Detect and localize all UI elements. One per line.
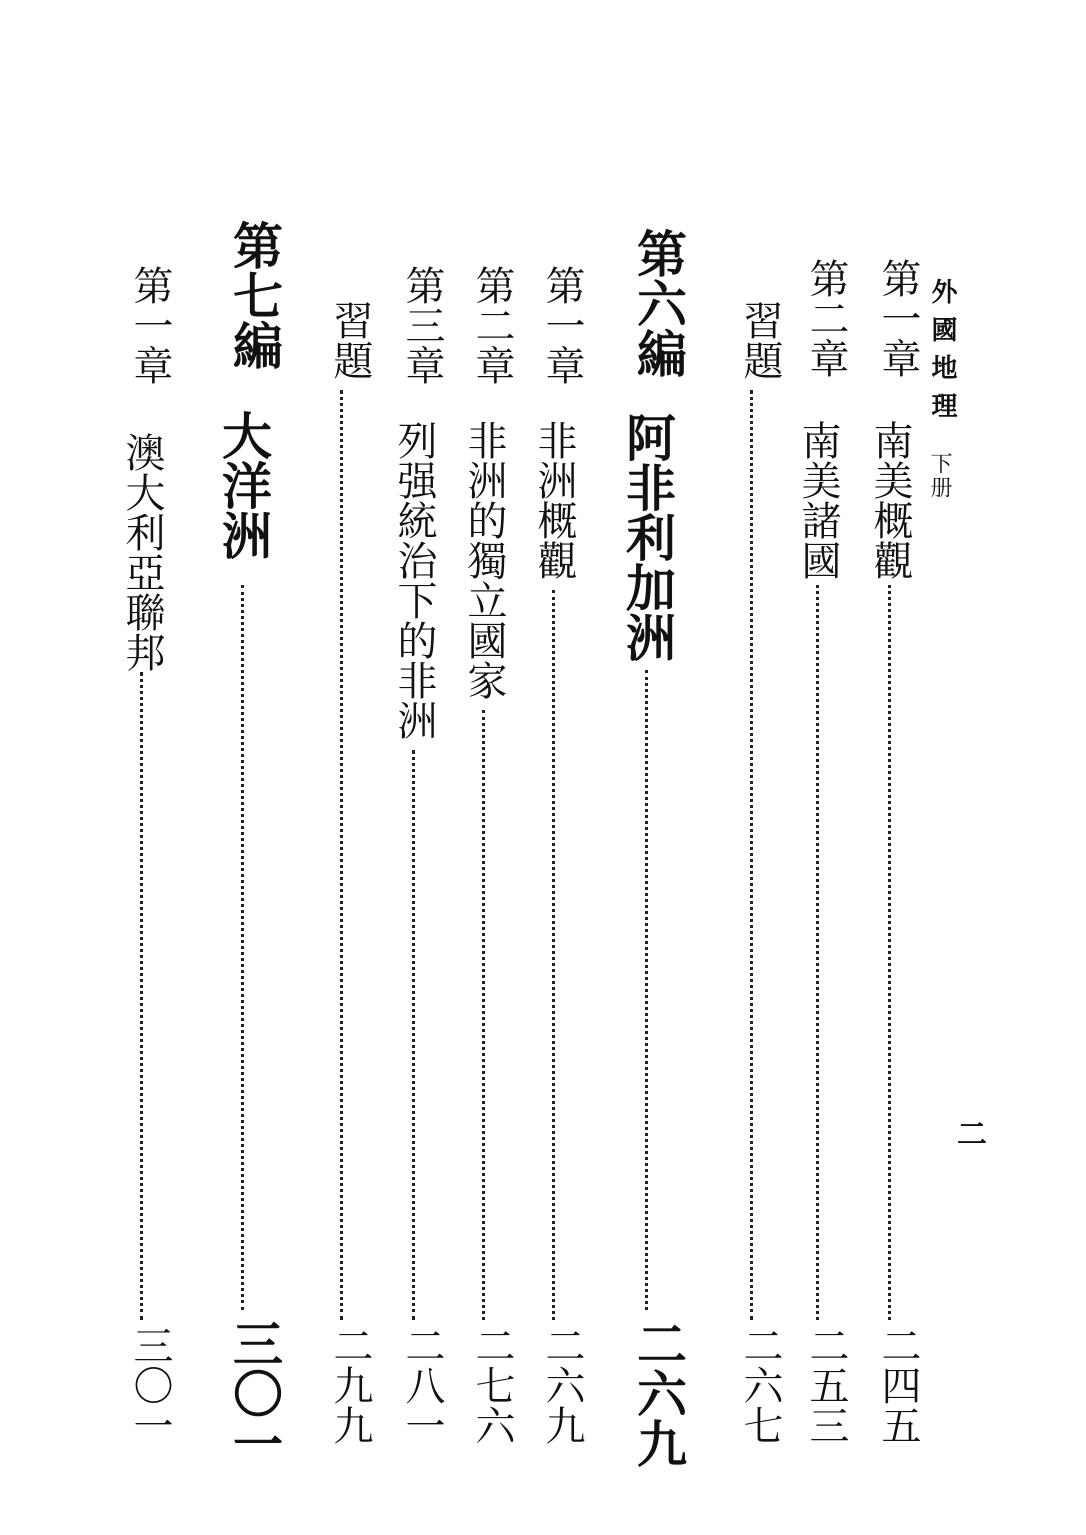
volume-label: 下册 [927,452,952,500]
toc-entry[interactable] [794,0,849,1535]
toc-entry[interactable] [460,0,515,1535]
book-title: 外國地理 [927,278,957,430]
toc-entry[interactable] [618,0,688,1535]
dot-leader [750,390,753,1320]
dot-leader [140,672,143,1320]
entry-label: 第三章 [399,265,445,385]
entry-page-number: 二五三 [803,1325,849,1445]
running-header [924,278,964,578]
toc-entry[interactable] [318,0,373,1535]
entry-label: 第一章 [539,265,585,385]
entry-label: 第一章 [875,258,921,378]
entry-title: 非洲的獨立國家 [461,420,507,700]
entry-page-number: 二七六 [469,1325,515,1445]
entry-page-number: 三〇一 [127,1325,173,1445]
entry-title: 南美概觀 [867,420,913,580]
entry-page-number: 二九九 [327,1325,373,1445]
dot-leader [482,710,485,1320]
entry-title: 列强統治下的非洲 [391,420,437,740]
entry-title: 阿非利加洲 [618,412,677,662]
dot-leader [645,670,648,1310]
entry-page-number: 二六七 [737,1325,783,1445]
entry-page-number: 二八一 [399,1325,445,1445]
entry-label: 習題 [327,300,373,380]
dot-leader [888,585,891,1320]
dot-leader [412,750,415,1320]
toc-entry[interactable] [530,0,585,1535]
entry-label: 第七編 [225,220,284,370]
entry-label: 第一章 [127,265,173,385]
toc-entry[interactable] [390,0,445,1535]
entry-label: 習題 [737,300,783,380]
entry-title: 大洋洲 [214,410,273,560]
entry-title: 澳大利亞聯邦 [119,432,165,672]
entry-label: 第二章 [469,265,515,385]
entry-page-number: 二四五 [875,1325,921,1445]
entry-page-number: 二六九 [539,1325,585,1445]
dot-leader [340,390,343,1320]
entry-page-number: 三〇一 [225,1318,284,1468]
entry-label: 第六編 [629,228,688,378]
entry-page-number: 二六九 [629,1318,688,1468]
toc-entry[interactable] [214,0,284,1535]
entry-title: 南美諸國 [795,420,841,580]
dot-leader [241,585,244,1310]
toc-entry[interactable] [866,0,921,1535]
dot-leader [552,590,555,1320]
page-number: 二 [951,1118,986,1148]
toc-entry[interactable] [728,0,783,1535]
entry-label: 第二章 [803,258,849,378]
entry-title: 非洲概觀 [531,420,577,580]
toc-entry[interactable] [118,0,173,1535]
dot-leader [816,585,819,1320]
